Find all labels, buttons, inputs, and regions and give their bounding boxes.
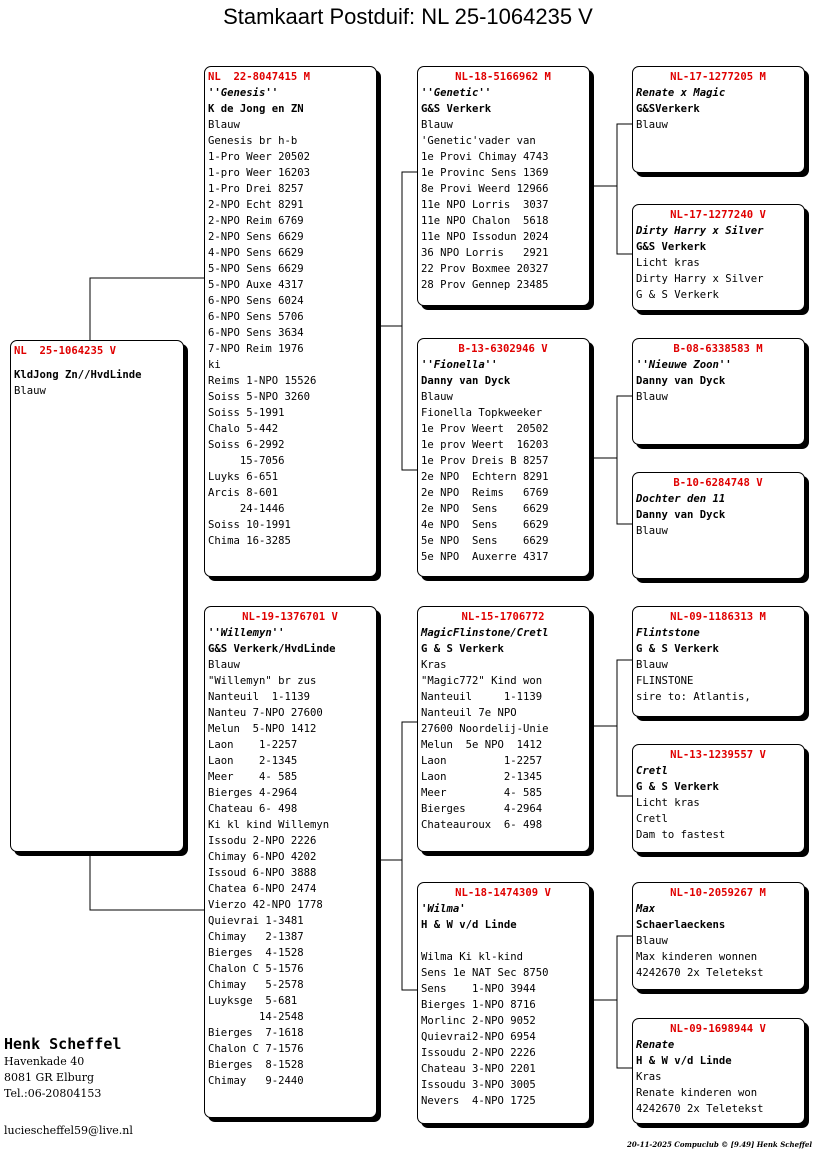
info-line: "Willemyn" br zus [208,675,317,687]
ring-number: NL 22-8047415 M [208,71,311,83]
info-line: Meer 4- 585 [208,771,298,783]
ring-number: NL-09-1698944 V [670,1023,766,1035]
info-line: Fionella Topkweeker [421,407,543,419]
info-line: 5-NPO Auxe 4317 [208,279,304,291]
pigeon-card-fff [632,66,805,173]
pigeon-card-ff [417,66,590,306]
connector-ffm [617,186,632,254]
pigeon-card-mf [417,606,590,852]
breeder: G&S Verkerk/HvdLinde [208,643,336,655]
info-line: Nevers 4-NPO 1725 [421,1095,536,1107]
pigeon-card-mmm [632,1018,805,1124]
footer-credit: 20-11-2025 Compuclub © [9.49] Henk Scheffel [627,1140,812,1149]
info-line: Cretl [636,813,668,825]
info-line: 5e NPO Auxerre 4317 [421,551,549,563]
connector-mmf [590,936,632,1000]
info-line: Kras [636,1071,662,1083]
info-line: Chimay 2-1387 [208,931,304,943]
info-line: Issoud 6-NPO 3888 [208,867,317,879]
ring-number: NL 25-1064235 V [14,345,117,357]
ring-number: B-08-6338583 M [673,343,763,355]
info-line: 8e Provi Weerd 12966 [421,183,549,195]
info-line: 1e Prov Weert 20502 [421,423,549,435]
info-line: Nanteuil 1-1139 [421,691,543,703]
info-line: 28 Prov Gennep 23485 [421,279,549,291]
info-line: Laon 2-1345 [208,755,298,767]
info-line: Reims 1-NPO 15526 [208,375,317,387]
info-line: Chateau 3-NPO 2201 [421,1063,536,1075]
info-line: Bierges 4-2964 [421,803,543,815]
pigeon-name: ''Fionella'' [421,359,498,371]
ring-number: B-13-6302946 V [458,343,548,355]
page-title: Stamkaart Postduif: NL 25-1064235 V [223,4,593,29]
owner-email[interactable]: luciescheffel59@live.nl [4,1124,133,1137]
info-line: Laon 1-2257 [421,755,543,767]
breeder: H & W v/d Linde [636,1055,732,1067]
pigeon-card-fmm [632,472,805,579]
info-line: 1e Provinc Sens 1369 [421,167,549,179]
info-line: Soiss 10-1991 [208,519,291,531]
info-line: Sens 1e NAT Sec 8750 [421,967,549,979]
info-line: Melun 5e NPO 1412 [421,739,543,751]
info-line: Bierges 8-1528 [208,1059,304,1071]
pigeon-name: ''Genetic'' [421,87,492,99]
breeder: G&SVerkerk [636,103,700,115]
pigeon-card-mm [417,882,590,1124]
info-line: 2-NPO Sens 6629 [208,231,304,243]
info-line: Luyks 6-651 [208,471,279,483]
info-line: Chimay 9-2440 [208,1075,304,1087]
info-line: Sens 1-NPO 3944 [421,983,536,995]
info-line: Nanteuil 1-1139 [208,691,311,703]
connector-fmm [617,458,632,524]
info-line: 2e NPO Reims 6769 [421,487,549,499]
owner-block [4,1034,133,1137]
connector-fmf [590,396,632,458]
info-line: 2e NPO Sens 6629 [421,503,549,515]
subject-card [10,340,184,852]
pigeon-name: ''Willemyn'' [208,627,285,639]
info-line: Issodu 2-NPO 2226 [208,835,317,847]
info-line: 27600 Noordelij-Unie [421,723,549,735]
info-line: Blauw [208,659,240,671]
ring-number: NL-09-1186313 M [670,611,766,623]
info-line: Soiss 6-2992 [208,439,285,451]
info-line: 24-1446 [208,503,285,515]
ring-number: B-10-6284748 V [673,477,763,489]
info-line: Nanteu 7-NPO 27600 [208,707,323,719]
info-line: Licht kras [636,797,700,809]
info-line: Chateau 6- 498 [208,803,298,815]
ring-number: NL-13-1239557 V [670,749,766,761]
info-line: sire to: Atlantis, [636,691,751,703]
info-line: Vierzo 42-NPO 1778 [208,899,323,911]
connector-mfm [617,726,632,796]
info-line: 5-NPO Sens 6629 [208,263,304,275]
breeder: G & S Verkerk [636,781,719,793]
info-line: Bierges 1-NPO 8716 [421,999,536,1011]
info-line: Issoudu 2-NPO 2226 [421,1047,536,1059]
info-line: Renate kinderen won [636,1087,758,1099]
info-line: "Magic772" Kind won [421,675,543,687]
pigeon-card-mff [632,606,805,717]
breeder: KldJong Zn//HvdLinde [14,369,142,381]
breeder: Danny van Dyck [636,509,726,521]
info-line: Bierges 4-1528 [208,947,304,959]
info-line: 7-NPO Reim 1976 [208,343,304,355]
connector-mf [377,722,417,860]
breeder: K de Jong en ZN [208,103,304,115]
color: Blauw [14,385,46,397]
connector-ff [377,172,417,326]
info-line: Licht kras [636,257,700,269]
info-line: Chimay 5-2578 [208,979,304,991]
info-line: 1e Provi Chimay 4743 [421,151,549,163]
breeder: Danny van Dyck [421,375,511,387]
info-line: Laon 2-1345 [421,771,543,783]
breeder: G&S Verkerk [636,241,707,253]
ring-number: NL-18-1474309 V [455,887,551,899]
connector-mm [402,860,417,990]
info-line: 4e NPO Sens 6629 [421,519,549,531]
pigeon-name: MagicFlinstone/Cretl [421,627,549,639]
pigeon-card-mother [204,606,377,1118]
info-line: Blauw [636,525,668,537]
ring-number: NL-10-2059267 M [670,887,766,899]
info-line: G & S Verkerk [636,289,719,301]
connector-mff [590,660,632,726]
info-line: Kras [421,659,447,671]
info-line: Blauw [636,391,668,403]
info-line: FLINSTONE [636,675,694,687]
breeder: Schaerlaeckens [636,919,726,931]
info-line: Blauw [421,119,453,131]
connector-mmm [617,1000,632,1068]
info-line: 'Genetic'vader van [421,135,536,147]
info-line: Genesis br h-b [208,135,298,147]
info-line: Dam to fastest [636,829,726,841]
info-line: 6-NPO Sens 6024 [208,295,304,307]
info-line: Bierges 4-2964 [208,787,298,799]
info-line: Nanteuil 7e NPO [421,707,517,719]
info-line: 1-Pro Drei 8257 [208,183,304,195]
info-line: 2-NPO Reim 6769 [208,215,304,227]
breeder: G & S Verkerk [421,643,504,655]
info-line: 2e NPO Echtern 8291 [421,471,549,483]
info-line: Ki kl kind Willemyn [208,819,330,831]
pigeon-name: Renate x Magic [636,87,726,99]
info-line: Chalon C 7-1576 [208,1043,304,1055]
pigeon-name: ''Genesis'' [208,87,279,99]
info-line: 1-Pro Weer 20502 [208,151,311,163]
info-line: Soiss 5-NPO 3260 [208,391,311,403]
info-line: Blauw [636,935,668,947]
info-line: 2-NPO Echt 8291 [208,199,304,211]
pigeon-card-mfm [632,744,805,853]
info-line: 11e NPO Issodun 2024 [421,231,549,243]
info-line: Soiss 5-1991 [208,407,285,419]
info-line: Chatea 6-NPO 2474 [208,883,317,895]
breeder: H & W v/d Linde [421,919,517,931]
info-line: 4242670 2x Teletekst [636,1103,764,1115]
pigeon-name: ''Nieuwe Zoon'' [636,359,732,371]
info-line: Blauw [208,119,240,131]
info-line: Morlinc 2-NPO 9052 [421,1015,536,1027]
info-line: Laon 1-2257 [208,739,298,751]
info-line: Arcis 8-601 [208,487,279,499]
info-line: Bierges 7-1618 [208,1027,304,1039]
info-line: 6-NPO Sens 5706 [208,311,304,323]
pigeon-card-father [204,66,377,577]
info-line: Wilma Ki kl-kind [421,951,524,963]
info-line: Chimay 6-NPO 4202 [208,851,317,863]
pigeon-card-fmf [632,338,805,445]
owner-name: Henk Scheffel [4,1035,122,1053]
info-line: 1e prov Weert 16203 [421,439,549,451]
ring-number: NL-18-5166962 M [455,71,551,83]
info-line: Issoudu 3-NPO 3005 [421,1079,536,1091]
pigeon-card-fm [417,338,590,577]
info-line: Max kinderen wonnen [636,951,758,963]
owner-city: 8081 GR Elburg [4,1071,95,1084]
breeder: Danny van Dyck [636,375,726,387]
info-line: 11e NPO Chalon 5618 [421,215,549,227]
ring-number: NL-19-1376701 V [242,611,338,623]
pigeon-name: Flintstone [636,627,700,639]
info-line: 1-pro Weer 16203 [208,167,311,179]
pigeon-name: 'Wilma' [421,903,466,915]
pigeon-card-mmf [632,882,805,990]
info-line: Quievrai2-NPO 6954 [421,1031,536,1043]
info-line: Blauw [636,119,668,131]
info-line: Quievrai 1-3481 [208,915,304,927]
info-line: Meer 4- 585 [421,787,543,799]
pigeon-name: Dochter den 11 [636,493,726,505]
info-line: Chima 16-3285 [208,535,291,547]
info-line: 6-NPO Sens 3634 [208,327,304,339]
info-line: 14-2548 [208,1011,304,1023]
info-line: Blauw [636,659,668,671]
info-line: Chalo 5-442 [208,423,279,435]
pigeon-name: Cretl [636,765,668,777]
info-line: 5e NPO Sens 6629 [421,535,549,547]
info-line: 22 Prov Boxmee 20327 [421,263,549,275]
pigeon-name: Renate [636,1039,675,1051]
info-line: 36 NPO Lorris 2921 [421,247,549,259]
pigeon-name: Dirty Harry x Silver [636,225,764,237]
info-line [421,933,585,949]
breeder: G&S Verkerk [421,103,492,115]
breeder: G & S Verkerk [636,643,719,655]
info-line: Chateauroux 6- 498 [421,819,543,831]
pigeon-name: Max [636,903,656,915]
info-line: Melun 5-NPO 1412 [208,723,317,735]
connector-fff [590,124,632,186]
info-line: 4-NPO Sens 6629 [208,247,304,259]
ring-number: NL-17-1277240 V [670,209,766,221]
connector-father [90,278,204,341]
connector-fm [402,326,417,470]
ring-number: NL-17-1277205 M [670,71,766,83]
owner-address: Havenkade 40 [4,1055,85,1068]
info-line: 4242670 2x Teletekst [636,967,764,979]
info-line: 1e Prov Dreis B 8257 [421,455,549,467]
connector-mother [90,852,204,910]
info-line: 15-7056 [208,455,285,467]
info-line: Dirty Harry x Silver [636,273,764,285]
info-line: 11e NPO Lorris 3037 [421,199,549,211]
pigeon-card-ffm [632,204,805,311]
ring-number: NL-15-1706772 [461,611,545,623]
owner-phone: Tel.:06-20804153 [4,1087,102,1100]
info-line: Luyksge 5-681 [208,995,298,1007]
info-line: Chalon C 5-1576 [208,963,304,975]
info-line: Blauw [421,391,453,403]
info-line: ki [208,359,221,371]
